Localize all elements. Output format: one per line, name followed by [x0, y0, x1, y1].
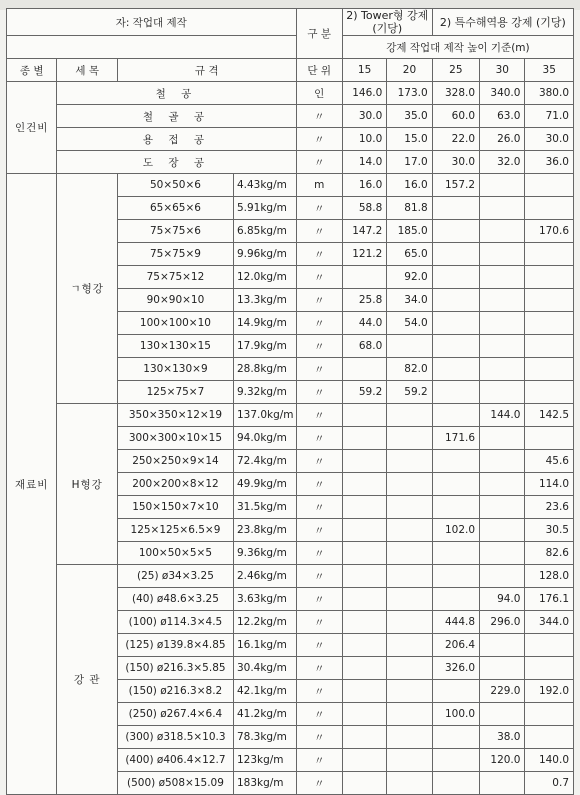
- weight-cell: 14.9kg/m: [233, 312, 296, 335]
- value-cell: 54.0: [387, 312, 432, 335]
- value-cell: 60.0: [432, 105, 479, 128]
- value-cell: 25.8: [342, 289, 386, 312]
- weight-cell: 78.3kg/m: [233, 726, 296, 749]
- value-cell: [342, 634, 386, 657]
- value-cell: 128.0: [525, 565, 574, 588]
- value-cell: [342, 473, 386, 496]
- value-cell: 100.0: [432, 703, 479, 726]
- value-cell: 30.0: [525, 128, 574, 151]
- unit-cell: 〃: [296, 772, 342, 795]
- value-cell: 146.0: [342, 82, 386, 105]
- unit-cell: 〃: [296, 611, 342, 634]
- value-cell: 16.0: [387, 174, 432, 197]
- value-cell: [432, 381, 479, 404]
- value-cell: [480, 289, 525, 312]
- value-cell: [480, 496, 525, 519]
- value-cell: [525, 243, 574, 266]
- value-cell: [342, 611, 386, 634]
- weight-cell: 23.8kg/m: [233, 519, 296, 542]
- weight-cell: 4.43kg/m: [233, 174, 296, 197]
- value-cell: [432, 726, 479, 749]
- value-cell: [432, 749, 479, 772]
- unit-cell: 〃: [296, 634, 342, 657]
- table-row: [7, 151, 574, 174]
- value-cell: [387, 427, 432, 450]
- value-cell: 16.0: [342, 174, 386, 197]
- value-cell: 0.7: [525, 772, 574, 795]
- unit-cell: 〃: [296, 289, 342, 312]
- unit-cell: 〃: [296, 496, 342, 519]
- group-steel-pipe: 강 관: [57, 565, 118, 795]
- value-cell: 328.0: [432, 82, 479, 105]
- unit-cell: 〃: [296, 680, 342, 703]
- value-cell: [387, 473, 432, 496]
- value-cell: [480, 519, 525, 542]
- value-cell: [525, 381, 574, 404]
- value-cell: 30.0: [342, 105, 386, 128]
- value-cell: 120.0: [480, 749, 525, 772]
- spec-cell: (300) ø318.5×10.3: [117, 726, 233, 749]
- value-cell: 34.0: [387, 289, 432, 312]
- value-cell: [342, 703, 386, 726]
- weight-cell: 9.36kg/m: [233, 542, 296, 565]
- value-cell: [480, 657, 525, 680]
- spec-cell: 90×90×10: [117, 289, 233, 312]
- weight-cell: 12.0kg/m: [233, 266, 296, 289]
- header-gubun: 구 분: [296, 9, 342, 59]
- value-cell: [432, 588, 479, 611]
- group-labor: 인건비: [7, 82, 57, 174]
- group-material: 재료비: [7, 174, 57, 795]
- value-cell: [432, 772, 479, 795]
- unit-cell: 〃: [296, 381, 342, 404]
- value-cell: 30.0: [432, 151, 479, 174]
- value-cell: [480, 220, 525, 243]
- value-cell: 36.0: [525, 151, 574, 174]
- weight-cell: 72.4kg/m: [233, 450, 296, 473]
- value-cell: 157.2: [432, 174, 479, 197]
- value-cell: 15.0: [387, 128, 432, 151]
- value-cell: 71.0: [525, 105, 574, 128]
- col-header-h15: 15: [342, 59, 386, 82]
- value-cell: [432, 266, 479, 289]
- unit-cell: 〃: [296, 473, 342, 496]
- unit-cell: 〃: [296, 749, 342, 772]
- value-cell: [525, 427, 574, 450]
- value-cell: 147.2: [342, 220, 386, 243]
- col-header-type: 종 별: [7, 59, 57, 82]
- value-cell: 192.0: [525, 680, 574, 703]
- value-cell: 229.0: [480, 680, 525, 703]
- spec-cell: 350×350×12×19: [117, 404, 233, 427]
- spec-cell: (100) ø114.3×4.5: [117, 611, 233, 634]
- weight-cell: 2.46kg/m: [233, 565, 296, 588]
- value-cell: [432, 565, 479, 588]
- col-header-h30: 30: [480, 59, 525, 82]
- value-cell: [342, 450, 386, 473]
- value-cell: [387, 335, 432, 358]
- spec-cell: 130×130×15: [117, 335, 233, 358]
- unit-cell: 인: [296, 82, 342, 105]
- value-cell: [525, 358, 574, 381]
- value-cell: [480, 450, 525, 473]
- value-cell: [387, 657, 432, 680]
- value-cell: [342, 565, 386, 588]
- unit-cell: 〃: [296, 220, 342, 243]
- value-cell: [525, 657, 574, 680]
- spec-cell: (500) ø508×15.09: [117, 772, 233, 795]
- value-cell: [342, 749, 386, 772]
- value-cell: 206.4: [432, 634, 479, 657]
- weight-cell: 30.4kg/m: [233, 657, 296, 680]
- value-cell: [480, 335, 525, 358]
- value-cell: [387, 404, 432, 427]
- spec-cell: (125) ø139.8×4.85: [117, 634, 233, 657]
- value-cell: 10.0: [342, 128, 386, 151]
- value-cell: [480, 358, 525, 381]
- value-cell: 94.0: [480, 588, 525, 611]
- col-header-h20: 20: [387, 59, 432, 82]
- value-cell: 170.6: [525, 220, 574, 243]
- value-cell: [480, 473, 525, 496]
- weight-cell: 94.0kg/m: [233, 427, 296, 450]
- weight-cell: 49.9kg/m: [233, 473, 296, 496]
- value-cell: [525, 703, 574, 726]
- value-cell: [432, 404, 479, 427]
- value-cell: [387, 519, 432, 542]
- value-cell: [432, 680, 479, 703]
- value-cell: 380.0: [525, 82, 574, 105]
- labor-item: 철 골 공: [57, 105, 296, 128]
- value-cell: [432, 243, 479, 266]
- value-cell: [387, 588, 432, 611]
- value-cell: 59.2: [387, 381, 432, 404]
- spec-cell: 150×150×7×10: [117, 496, 233, 519]
- value-cell: 176.1: [525, 588, 574, 611]
- value-cell: [387, 772, 432, 795]
- unit-cell: m: [296, 174, 342, 197]
- spec-cell: 125×125×6.5×9: [117, 519, 233, 542]
- spec-cell: 300×300×10×15: [117, 427, 233, 450]
- cost-table: [6, 8, 574, 795]
- table-row: [7, 105, 574, 128]
- weight-cell: 42.1kg/m: [233, 680, 296, 703]
- value-cell: [432, 220, 479, 243]
- table-row: [7, 128, 574, 151]
- table-row: [7, 565, 574, 588]
- value-cell: 59.2: [342, 381, 386, 404]
- value-cell: 35.0: [387, 105, 432, 128]
- table-row: [7, 404, 574, 427]
- value-cell: 142.5: [525, 404, 574, 427]
- unit-cell: 〃: [296, 588, 342, 611]
- value-cell: 58.8: [342, 197, 386, 220]
- spec-cell: (40) ø48.6×3.25: [117, 588, 233, 611]
- value-cell: 140.0: [525, 749, 574, 772]
- value-cell: [525, 266, 574, 289]
- value-cell: 65.0: [387, 243, 432, 266]
- value-cell: 144.0: [480, 404, 525, 427]
- col-header-item: 세 목: [57, 59, 118, 82]
- value-cell: [387, 496, 432, 519]
- value-cell: [342, 404, 386, 427]
- value-cell: [432, 496, 479, 519]
- weight-cell: 9.32kg/m: [233, 381, 296, 404]
- weight-cell: 41.2kg/m: [233, 703, 296, 726]
- unit-cell: 〃: [296, 243, 342, 266]
- col-header-spec: 규 격: [117, 59, 296, 82]
- value-cell: [342, 726, 386, 749]
- spec-cell: 250×250×9×14: [117, 450, 233, 473]
- value-cell: 45.6: [525, 450, 574, 473]
- weight-cell: 5.91kg/m: [233, 197, 296, 220]
- value-cell: 185.0: [387, 220, 432, 243]
- value-cell: [342, 588, 386, 611]
- value-cell: 92.0: [387, 266, 432, 289]
- labor-item: 도 장 공: [57, 151, 296, 174]
- value-cell: [432, 473, 479, 496]
- spec-cell: 75×75×9: [117, 243, 233, 266]
- value-cell: 23.6: [525, 496, 574, 519]
- unit-cell: 〃: [296, 197, 342, 220]
- value-cell: 32.0: [480, 151, 525, 174]
- weight-cell: 123kg/m: [233, 749, 296, 772]
- value-cell: 344.0: [525, 611, 574, 634]
- value-cell: [432, 542, 479, 565]
- value-cell: [342, 427, 386, 450]
- weight-cell: 16.1kg/m: [233, 634, 296, 657]
- value-cell: [342, 542, 386, 565]
- spec-cell: (250) ø267.4×6.4: [117, 703, 233, 726]
- header-blank: [7, 36, 297, 59]
- value-cell: [387, 542, 432, 565]
- value-cell: [387, 749, 432, 772]
- value-cell: 14.0: [342, 151, 386, 174]
- spec-cell: (150) ø216.3×8.2: [117, 680, 233, 703]
- value-cell: [480, 772, 525, 795]
- unit-cell: 〃: [296, 128, 342, 151]
- group-angle-steel: ㄱ형강: [57, 174, 118, 404]
- spec-cell: (25) ø34×3.25: [117, 565, 233, 588]
- weight-cell: 31.5kg/m: [233, 496, 296, 519]
- value-cell: [525, 174, 574, 197]
- value-cell: 82.6: [525, 542, 574, 565]
- value-cell: [432, 289, 479, 312]
- spec-cell: 100×100×10: [117, 312, 233, 335]
- table-body: [7, 82, 574, 795]
- value-cell: 171.6: [432, 427, 479, 450]
- value-cell: [387, 634, 432, 657]
- spec-cell: 75×75×12: [117, 266, 233, 289]
- value-cell: [342, 657, 386, 680]
- unit-cell: 〃: [296, 404, 342, 427]
- value-cell: 173.0: [387, 82, 432, 105]
- weight-cell: 28.8kg/m: [233, 358, 296, 381]
- value-cell: 444.8: [432, 611, 479, 634]
- value-cell: [480, 565, 525, 588]
- value-cell: 326.0: [432, 657, 479, 680]
- value-cell: [387, 565, 432, 588]
- spec-cell: 50×50×6: [117, 174, 233, 197]
- weight-cell: 137.0kg/m: [233, 404, 296, 427]
- value-cell: [525, 289, 574, 312]
- labor-item: 용 접 공: [57, 128, 296, 151]
- table-row: [7, 82, 574, 105]
- spec-cell: 100×50×5×5: [117, 542, 233, 565]
- group-h-beam: H형강: [57, 404, 118, 565]
- value-cell: [432, 312, 479, 335]
- value-cell: [480, 381, 525, 404]
- value-cell: [480, 542, 525, 565]
- weight-cell: 12.2kg/m: [233, 611, 296, 634]
- unit-cell: 〃: [296, 726, 342, 749]
- spec-cell: 125×75×7: [117, 381, 233, 404]
- value-cell: [432, 358, 479, 381]
- value-cell: [480, 197, 525, 220]
- value-cell: [525, 726, 574, 749]
- value-cell: 102.0: [432, 519, 479, 542]
- unit-cell: 〃: [296, 519, 342, 542]
- value-cell: [432, 335, 479, 358]
- unit-cell: 〃: [296, 358, 342, 381]
- value-cell: [480, 634, 525, 657]
- value-cell: [387, 450, 432, 473]
- value-cell: 30.5: [525, 519, 574, 542]
- value-cell: 26.0: [480, 128, 525, 151]
- col-header-h35: 35: [525, 59, 574, 82]
- weight-cell: 17.9kg/m: [233, 335, 296, 358]
- spec-cell: 200×200×8×12: [117, 473, 233, 496]
- spec-cell: (400) ø406.4×12.7: [117, 749, 233, 772]
- header-title: 자: 작업대 제작: [7, 9, 297, 36]
- weight-cell: 6.85kg/m: [233, 220, 296, 243]
- unit-cell: 〃: [296, 703, 342, 726]
- value-cell: [525, 312, 574, 335]
- value-cell: [387, 726, 432, 749]
- header-height-caption: 강제 작업대 제작 높이 기준(m): [342, 36, 573, 59]
- value-cell: [525, 335, 574, 358]
- value-cell: [432, 450, 479, 473]
- weight-cell: 9.96kg/m: [233, 243, 296, 266]
- spec-cell: (150) ø216.3×5.85: [117, 657, 233, 680]
- unit-cell: 〃: [296, 266, 342, 289]
- value-cell: [387, 680, 432, 703]
- value-cell: [342, 358, 386, 381]
- value-cell: [525, 197, 574, 220]
- value-cell: [342, 680, 386, 703]
- value-cell: [480, 427, 525, 450]
- unit-cell: 〃: [296, 335, 342, 358]
- value-cell: [480, 174, 525, 197]
- value-cell: [387, 611, 432, 634]
- spec-cell: 75×75×6: [117, 220, 233, 243]
- weight-cell: 3.63kg/m: [233, 588, 296, 611]
- spec-cell: 65×65×6: [117, 197, 233, 220]
- value-cell: [525, 634, 574, 657]
- value-cell: 17.0: [387, 151, 432, 174]
- table-row: [7, 174, 574, 197]
- value-cell: [480, 703, 525, 726]
- unit-cell: 〃: [296, 151, 342, 174]
- value-cell: 81.8: [387, 197, 432, 220]
- col-header-h25: 25: [432, 59, 479, 82]
- value-cell: [342, 496, 386, 519]
- value-cell: 82.0: [387, 358, 432, 381]
- unit-cell: 〃: [296, 427, 342, 450]
- value-cell: 296.0: [480, 611, 525, 634]
- col-header-unit: 단 위: [296, 59, 342, 82]
- value-cell: [387, 703, 432, 726]
- unit-cell: 〃: [296, 312, 342, 335]
- value-cell: 68.0: [342, 335, 386, 358]
- unit-cell: 〃: [296, 105, 342, 128]
- unit-cell: 〃: [296, 450, 342, 473]
- value-cell: 340.0: [480, 82, 525, 105]
- value-cell: [342, 519, 386, 542]
- value-cell: 121.2: [342, 243, 386, 266]
- value-cell: 44.0: [342, 312, 386, 335]
- value-cell: 38.0: [480, 726, 525, 749]
- value-cell: 63.0: [480, 105, 525, 128]
- header-special-sea: 2) 특수해역용 강제 (기당): [432, 9, 573, 36]
- value-cell: [480, 266, 525, 289]
- unit-cell: 〃: [296, 565, 342, 588]
- value-cell: 22.0: [432, 128, 479, 151]
- spec-cell: 130×130×9: [117, 358, 233, 381]
- value-cell: [480, 243, 525, 266]
- unit-cell: 〃: [296, 542, 342, 565]
- value-cell: [480, 312, 525, 335]
- value-cell: [342, 772, 386, 795]
- labor-item: 철 공: [57, 82, 296, 105]
- value-cell: 114.0: [525, 473, 574, 496]
- weight-cell: 183kg/m: [233, 772, 296, 795]
- weight-cell: 13.3kg/m: [233, 289, 296, 312]
- header-tower-type: 2) Tower형 강제(기당): [342, 9, 432, 36]
- unit-cell: 〃: [296, 657, 342, 680]
- value-cell: [432, 197, 479, 220]
- value-cell: [342, 266, 386, 289]
